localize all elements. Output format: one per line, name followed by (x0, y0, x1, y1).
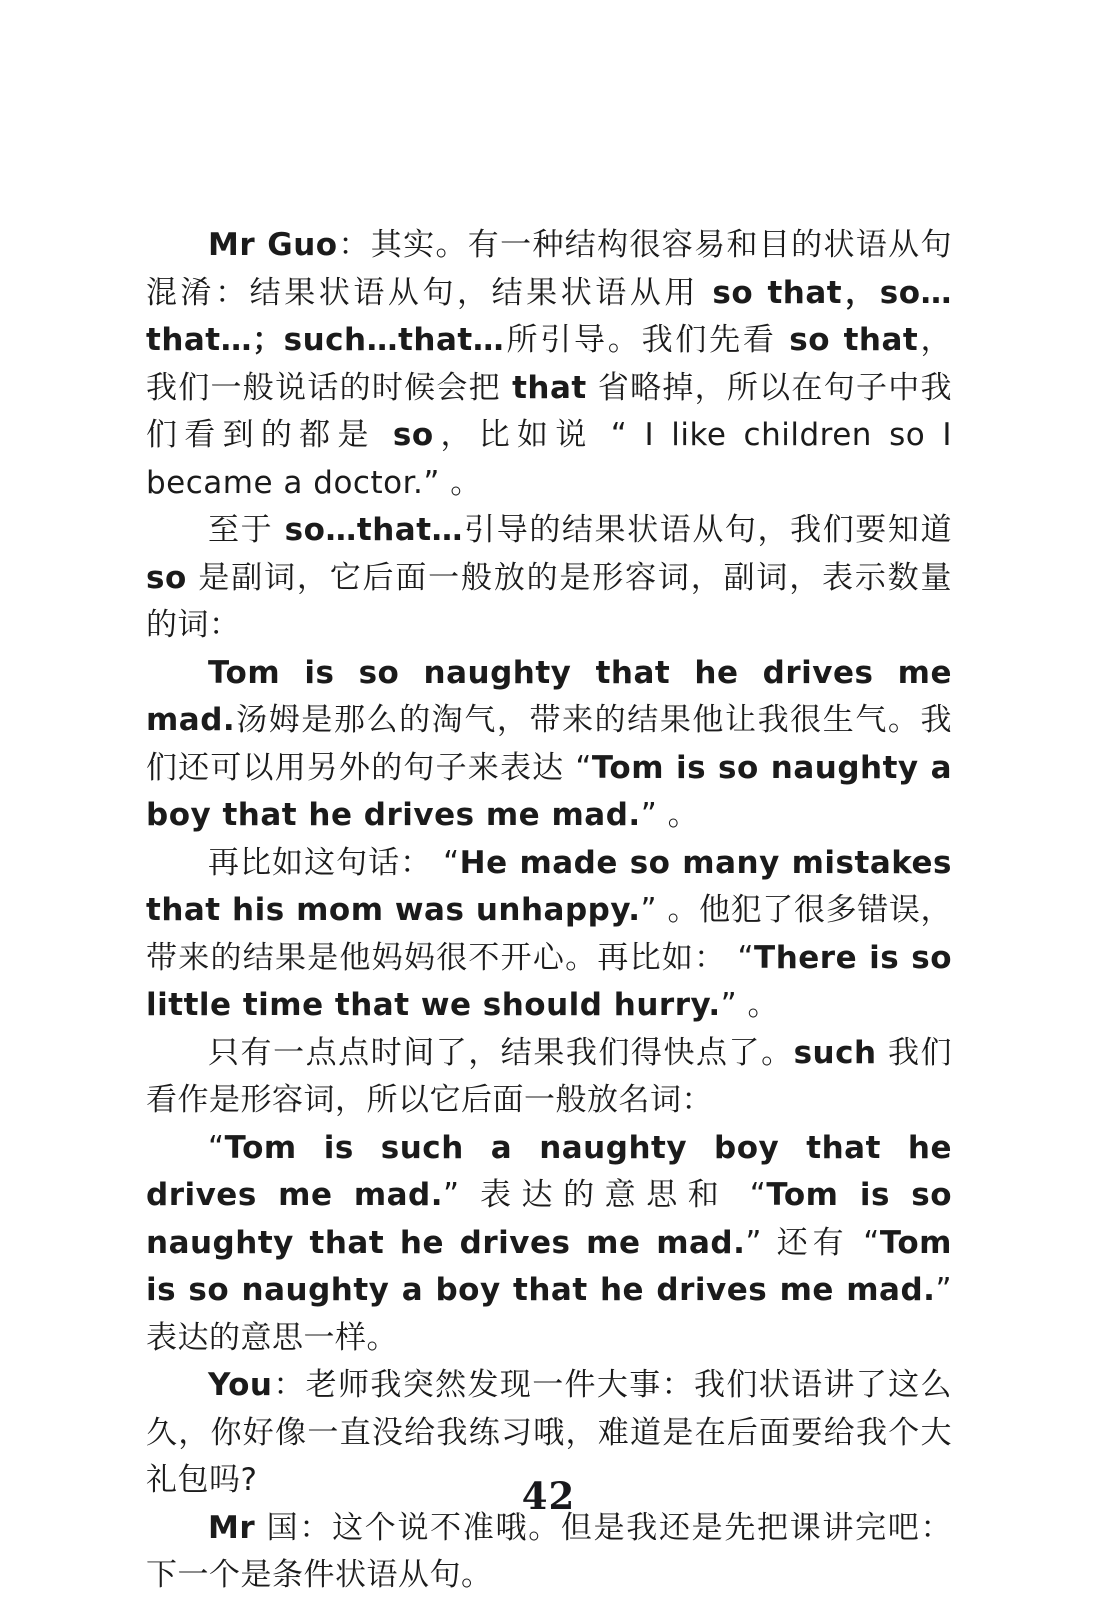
text-run: ” 表达的意思和 “ (443, 1177, 767, 1213)
text-run: ” 表达的意思一样。 (146, 1272, 952, 1356)
text-run: 再比如这句话： “ (208, 844, 460, 881)
text-run: 是副词，它后面一般放的是形容词，副词，表示数量的词： (146, 559, 952, 643)
example-sentence: Tom is such a naughty boy that he drives me mad. (146, 1129, 952, 1213)
speaker-label: You (208, 1367, 273, 1403)
keyword-run: so that (789, 322, 919, 358)
text-run: 省略掉，所以在句子中我们看到的都是 (146, 369, 952, 453)
paragraph-such-explain (146, 1030, 952, 1125)
keyword-run: so (392, 417, 434, 453)
text-run: 国：这个说不准哦。但是我还是先把课讲完吧：下一个是条件状语从句。 (146, 1509, 952, 1593)
text-run: ” 还有 “ (745, 1224, 880, 1261)
example-sentence: He made so many mistakes that his mom was unhappy. (146, 844, 952, 928)
example-sentence: Tom is so naughty that he drives me mad. (146, 1177, 953, 1261)
speaker-label: Mr Guo (208, 227, 338, 263)
paragraph-example-mistakes (146, 840, 952, 1030)
text-run: 只有一点点时间了，结果我们得快点了。 (208, 1034, 794, 1071)
text-run: ：其实。有一种结构很容易和目的状语从句混淆：结果状语从句，结果状语从用 (146, 227, 953, 311)
keyword-run: so…that… (284, 512, 464, 548)
page-number: 42 (521, 1474, 576, 1518)
page-body (146, 222, 952, 1600)
paragraph-so-that-explain (146, 507, 952, 650)
keyword-run: such (793, 1034, 877, 1071)
text-run: ，比如说 “ I like children so I became a doctor.” 。 (146, 417, 952, 501)
speaker-label: Mr (208, 1509, 256, 1546)
text-run: ” 。他犯了很多错误，带来的结果是他妈妈很不开心。再比如： “ (146, 892, 953, 976)
example-sentence: Tom is so naughty that he drives me mad. (146, 654, 952, 738)
paragraph-intro-mr-guo (146, 222, 952, 507)
keyword-run: so that，so…that…；such…that… (146, 274, 952, 358)
text-run: ，我们一般说话的时候会把 (146, 322, 953, 406)
paragraph-example-such-comparison (146, 1125, 952, 1363)
example-sentence: There is so little time that we should hurry. (146, 939, 952, 1023)
keyword-run: that (512, 369, 587, 406)
text-run: 引导的结果状语从句，我们要知道 (463, 512, 953, 548)
example-sentence: Tom is so naughty a boy that he drives me mad. (146, 749, 953, 833)
text-run: ” 。 (640, 797, 700, 833)
text-run: 汤姆是那么的淘气，带来的结果他让我很生气。我们还可以用另外的句子来表达 “ (146, 702, 952, 786)
example-sentence: Tom is so naughty a boy that he drives me mad. (146, 1224, 952, 1308)
text-run: 我们看作是形容词，所以它后面一般放名词： (146, 1034, 952, 1118)
text-run: 至于 (208, 512, 285, 548)
paragraph-mr-guo-reply (146, 1505, 952, 1600)
text-run: “ (208, 1129, 225, 1166)
keyword-run: so (146, 559, 187, 596)
paragraph-example-tom-naughty (146, 650, 952, 840)
text-run: ” 。 (720, 987, 780, 1023)
text-run: 所引导。我们先看 (504, 322, 790, 358)
text-run: ：老师我突然发现一件大事：我们状语讲了这么久，你好像一直没给我练习哦，难道是在后面要给我个大礼包吗? (146, 1367, 952, 1498)
